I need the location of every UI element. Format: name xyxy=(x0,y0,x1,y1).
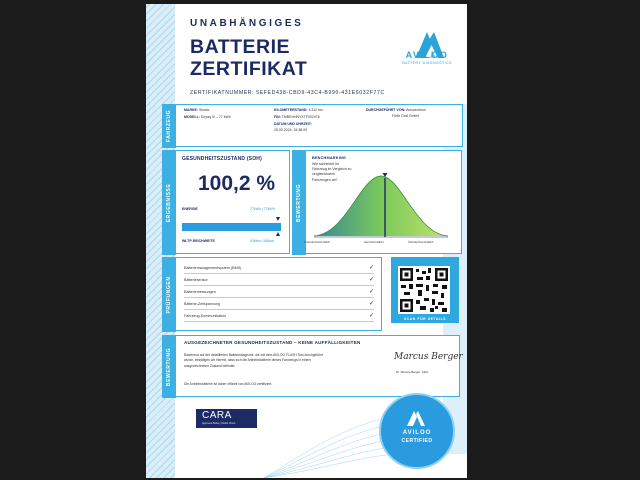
axis-above: Überdurchschnittlich xyxy=(408,240,434,244)
verdict-text: Basierend auf der detaillierten Batteriediagnose, die mit dem AVILOO FLASH Test durchgeführt wurde, bestätigen wir hiermit, dass sich die Antriebsbatterie dieses Fahrzeugs in einem ausgezeichneten Zustand befindet. xyxy=(184,353,323,368)
cara-badge: CARA Approved Battery Health Check xyxy=(196,409,257,428)
mileage-field: KILOMETERSTAND: 4.112 km xyxy=(274,108,323,112)
list-item: Batteriemanagementsystem (BMS) ✓ xyxy=(184,264,374,274)
aviloo-logo-icon xyxy=(396,18,458,80)
title-kicker: UNABHÄNGIGES xyxy=(190,18,304,29)
verdict-conclusion: Die Antriebsbatterie ist daher offiziell von AVILOO zertifiziert. xyxy=(184,382,273,386)
benchmark-curve xyxy=(306,166,456,238)
list-item: Batterie-Zellspannung ✓ xyxy=(184,300,374,310)
benchmark-label: BENCHMARKING xyxy=(312,156,347,160)
brand-field: MARKE: Skoda xyxy=(184,108,209,112)
check-icon: ✓ xyxy=(368,289,374,295)
checks-tab: PRÜFUNGEN xyxy=(162,257,176,332)
qr-code-icon xyxy=(398,266,450,314)
list-item: Fahrzeug-Kommunikation ✓ xyxy=(184,312,374,322)
vin-field: FIN: TMBEHHNYXTF002976 xyxy=(274,115,320,119)
list-item: Batteriemessungen ✓ xyxy=(184,288,374,298)
energy-label: ENERGIE xyxy=(182,207,198,211)
axis-average: Durchschnittlich xyxy=(364,240,384,244)
certificate-page xyxy=(146,4,467,478)
logo-subtitle: BATTERY DIAGNOSTICS xyxy=(402,61,452,65)
soh-label: GESUNDHEITSZUSTAND (SOH) xyxy=(182,156,262,162)
range-value: 536km | 536km xyxy=(250,239,274,243)
qr-code[interactable] xyxy=(391,257,459,323)
date-label: DATUM UND UHRZEIT: xyxy=(274,122,312,126)
benchmark-question: Wie schneidet Ihr Fahrzeug im Vergleich zu vergleichbaren Fahrzeugen ab? xyxy=(312,162,352,182)
certified-seal: AVILOO CERTIFIED xyxy=(379,393,455,469)
logo-wordmark: AVILOO xyxy=(405,50,449,60)
aviloo-seal-icon xyxy=(405,409,427,427)
list-item: Batteriesensor ✓ xyxy=(184,276,374,286)
soh-bar xyxy=(182,223,281,231)
axis-below: Unterdurchschnittlich xyxy=(304,240,331,244)
vehicle-tab: FAHRZEUG xyxy=(162,104,176,148)
results-tab: ERGEBNISSE xyxy=(162,150,176,255)
check-icon: ✓ xyxy=(368,313,374,319)
marker-icon xyxy=(276,232,280,236)
page-title: BATTERIE ZERTIFIKAT xyxy=(190,36,308,80)
verdict-tab: BEWERTUNG xyxy=(162,335,176,398)
signature-name: Dr. Marcus Berger, CEO xyxy=(396,370,429,374)
energy-value: 77kWh | 77kWh xyxy=(250,207,275,211)
verdict-headline: AUSGEZEICHNETER GESUNDHEITSZUSTAND – KEINE AUFFÄLLIGKEITEN xyxy=(184,340,361,345)
marker-icon xyxy=(276,217,280,221)
certificate-number: ZERTIFIKATNUMMER: 5EFED438-CBD9-43C4-B990-431E6032F77C xyxy=(190,90,385,96)
model-field: MODELL: Enyaq iV – 77 kWh xyxy=(184,115,231,119)
soh-value: 100,2 % xyxy=(198,172,276,195)
check-icon: ✓ xyxy=(368,265,374,271)
check-icon: ✓ xyxy=(368,277,374,283)
qr-caption: SCAN FÜR DETAILS xyxy=(403,317,447,321)
range-label: WLTP-REICHWEITE xyxy=(182,239,215,243)
signature: Marcus Berger xyxy=(394,352,463,362)
performed-by-field: DURCHGEFÜHRT VON: Autozentrum xyxy=(366,108,426,112)
rating-tab: BEWERTUNG xyxy=(292,150,306,255)
date-value: 25.09.2024, 15:38:09 xyxy=(274,128,308,132)
performed-by-line2: Fürth Graf GmbH xyxy=(392,114,420,118)
check-icon: ✓ xyxy=(368,301,374,307)
